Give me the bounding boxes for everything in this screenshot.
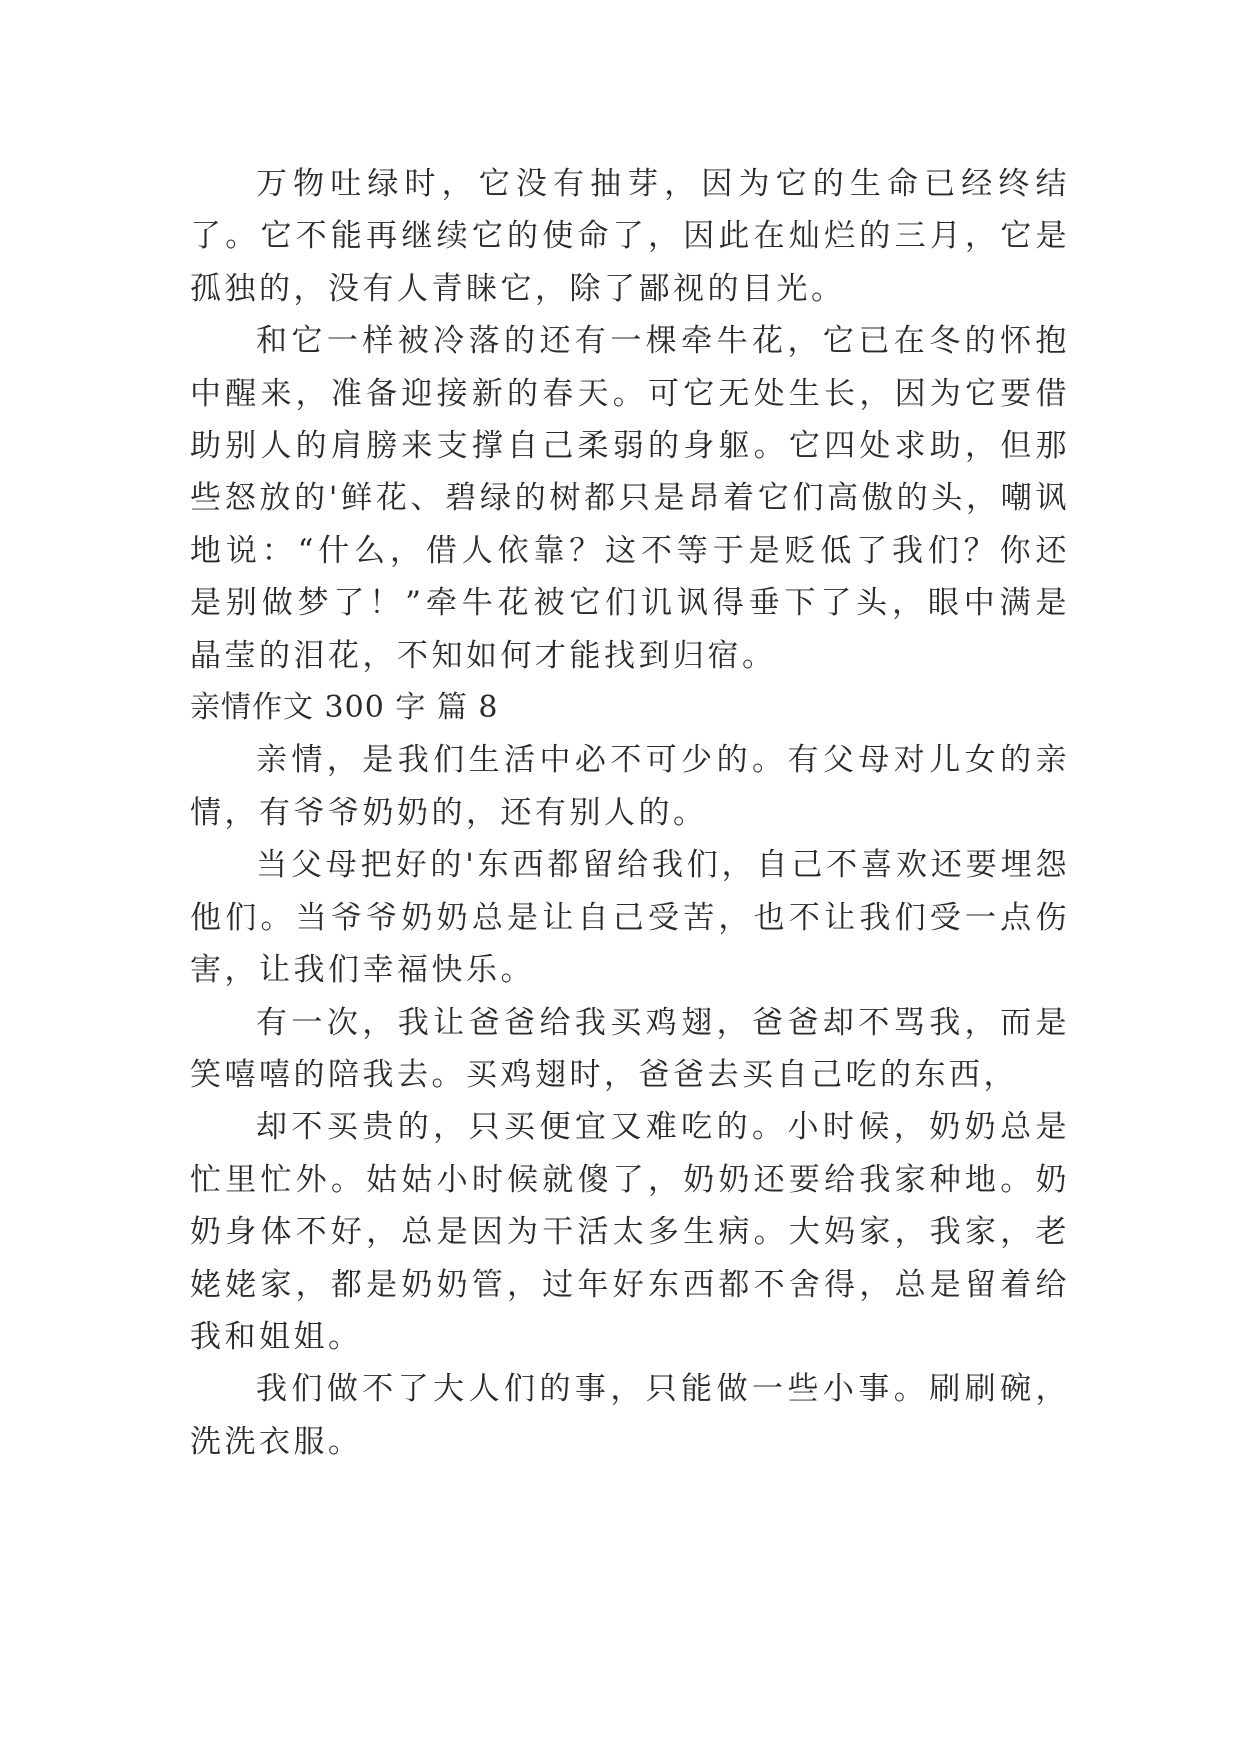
paragraph: 有一次，我让爸爸给我买鸡翅，爸爸却不骂我，而是笑嘻嘻的陪我去。买鸡翅时，爸爸去买自己吃的东西， (190, 1004, 1070, 1093)
section-title: 亲情作文 300 字 篇 8 (190, 690, 499, 726)
paragraph: 当父母把好的'东西都留给我们，自己不喜欢还要埋怨他们。当爷爷奶奶总是让自己受苦，也不让我们受一点伤害，让我们幸福快乐。 (190, 847, 1070, 989)
paragraph: 万物吐绿时，它没有抽芽，因为它的生命已经终结了。它不能再继续它的使命了，因此在灿烂的三月，它是孤独的，没有人青睐它，除了鄙视的目光。 (190, 166, 1070, 307)
paragraph: 我们做不了大人们的事，只能做一些小事。刷刷碗，洗洗衣服。 (190, 1371, 1070, 1460)
document-page (190, 158, 1070, 1468)
paragraph: 和它一样被冷落的还有一棵牵牛花，它已在冬的怀抱中醒来，准备迎接新的春天。可它无处生长，因为它要借助别人的肩膀来支撑自己柔弱的身躯。它四处求助，但那些怒放的'鲜花、碧绿的树都只是昂着它们高傲的头，嘲讽地说：“什么，借人依靠？这不等于是贬低了我们？你还是别做梦了！”牵牛花被它们讥讽得垂下了头，眼中满是晶莹的泪花，不知如何才能找到归宿。 (190, 323, 1070, 674)
paragraph: 却不买贵的，只买便宜又难吃的。小时候，奶奶总是忙里忙外。姑姑小时候就傻了，奶奶还要给我家种地。奶奶身体不好，总是因为干活太多生病。大妈家，我家，老姥姥家，都是奶奶管，过年好东西都不舍得，总是留着给我和姐姐。 (190, 1109, 1070, 1355)
paragraph: 亲情，是我们生活中必不可少的。有父母对儿女的亲情，有爷爷奶奶的，还有别人的。 (190, 742, 1070, 831)
